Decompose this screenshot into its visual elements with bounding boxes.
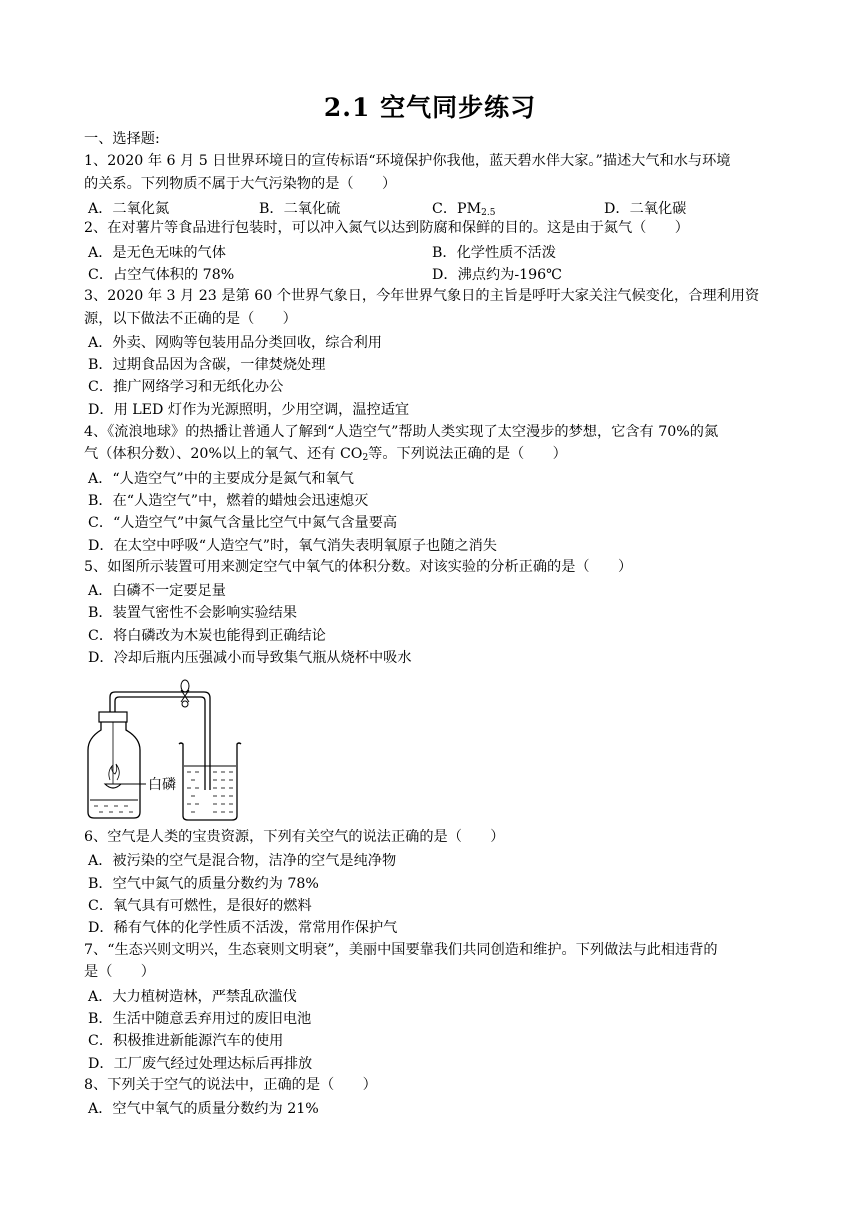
q4-option-d: D．在太空中呼吸“人造空气”时，氧气消失表明氧原子也随之消失 <box>88 538 497 554</box>
q7-stem-line2: 是（ ） <box>84 964 155 980</box>
q3-option-d: D．用 LED 灯作为光源照明，少用空调，温控适宜 <box>88 402 410 418</box>
q2-option-c: C．占空气体积的 78% <box>88 267 235 283</box>
q6-option-b: B．空气中氮气的质量分数约为 78% <box>88 876 319 892</box>
q5-option-b: B．装置气密性不会影响实验结果 <box>88 605 298 621</box>
q8-stem: 8、下列关于空气的说法中，正确的是（ ） <box>84 1077 377 1093</box>
q4-option-c: C．“人造空气”中氮气含量比空气中氮气含量要高 <box>88 515 398 531</box>
q1-option-a: A．二氧化氮 <box>88 201 170 217</box>
q3-stem-line2: 源，以下做法不正确的是（ ） <box>84 311 297 327</box>
q5-option-d: D．冷却后瓶内压强减小而导致集气瓶从烧杯中吸水 <box>88 650 412 666</box>
q3-option-b: B．过期食品因为含碳，一律焚烧处理 <box>88 357 326 373</box>
q2-option-b: B．化学性质不活泼 <box>432 245 556 261</box>
q1-option-b: B．二氧化硫 <box>259 201 341 217</box>
q4-stem-line1: 4、《流浪地球》的热播让普通人了解到“人造空气”帮助人类实现了太空漫步的梦想，它含有 70%的氮 <box>84 424 719 440</box>
q1-option-d: D．二氧化碳 <box>604 201 687 217</box>
q4-option-a: A．“人造空气”中的主要成分是氮气和氧气 <box>88 471 354 487</box>
q7-option-a: A．大力植树造林，严禁乱砍滥伐 <box>88 989 297 1005</box>
q5-option-c: C．将白磷改为木炭也能得到正确结论 <box>88 628 326 644</box>
q3-option-a: A．外卖、网购等包装用品分类回收，综合利用 <box>88 335 382 351</box>
q5-stem: 5、如图所示装置可用来测定空气中氧气的体积分数。对该实验的分析正确的是（ ） <box>84 559 633 575</box>
q7-stem-line1: 7、“生态兴则文明兴，生态衰则文明衰”，美丽中国要靠我们共同创造和维护。下列做法与此相违背的 <box>84 942 718 958</box>
q2-option-d: D．沸点约为-196℃ <box>432 267 563 283</box>
q7-option-d: D．工厂废气经过处理达标后再排放 <box>88 1056 313 1072</box>
q3-stem-line1: 3、2020 年 3 月 23 是第 60 个世界气象日，今年世界气象日的主旨是呼吁大家关注气候变化，合理利用资 <box>84 288 760 304</box>
q8-option-a: A．空气中氧气的质量分数约为 21% <box>88 1101 319 1117</box>
q6-option-d: D．稀有气体的化学性质不活泼，常常用作保护气 <box>88 920 398 936</box>
q1-option-c: C．$PM_{2.5}$ <box>432 201 496 218</box>
q3-option-c: C．推广网络学习和无纸化办公 <box>88 379 284 395</box>
q1-stem-line2: 的关系。下列物质不属于大气污染物的是（ ） <box>84 176 397 192</box>
q1-stem-line1: 1、2020 年 6 月 5 日世界环境日的宣传标语“环境保护你我他，蓝天碧水伴大家。”描述大气和水与环境 <box>84 153 731 169</box>
q2-option-a: A．是无色无味的气体 <box>88 245 226 261</box>
q7-option-c: C．积极推进新能源汽车的使用 <box>88 1033 284 1049</box>
flame-icon <box>109 764 119 780</box>
white-phosphorus-label: 白磷 <box>148 777 176 793</box>
oxygen-measurement-apparatus-diagram <box>84 672 274 824</box>
spring-clamp-icon <box>181 680 189 707</box>
q4-option-b: B．在“人造空气”中，燃着的蜡烛会迅速熄灭 <box>88 493 369 509</box>
q5-option-a: A．白磷不一定要足量 <box>88 583 226 599</box>
q6-option-c: C．氧气具有可燃性，是很好的燃料 <box>88 898 312 914</box>
q7-option-b: B．生活中随意丢弃用过的废旧电池 <box>88 1011 312 1027</box>
q6-option-a: A．被污染的空气是混合物，洁净的空气是纯净物 <box>88 853 397 869</box>
page-title: 2.1 空气同步练习 <box>323 93 537 122</box>
q4-stem-line2: 气（体积分数）、20%以上的氧气、还有 $CO_2$等。下列说法正确的是（ ） <box>84 446 567 463</box>
q6-stem: 6、空气是人类的宝贵资源，下列有关空气的说法正确的是（ ） <box>84 829 505 845</box>
section-heading: 一、选择题: <box>84 131 160 147</box>
q2-stem: 2、在对薯片等食品进行包装时，可以冲入氮气以达到防腐和保鲜的目的。这是由于氮气（ ） <box>84 220 689 236</box>
